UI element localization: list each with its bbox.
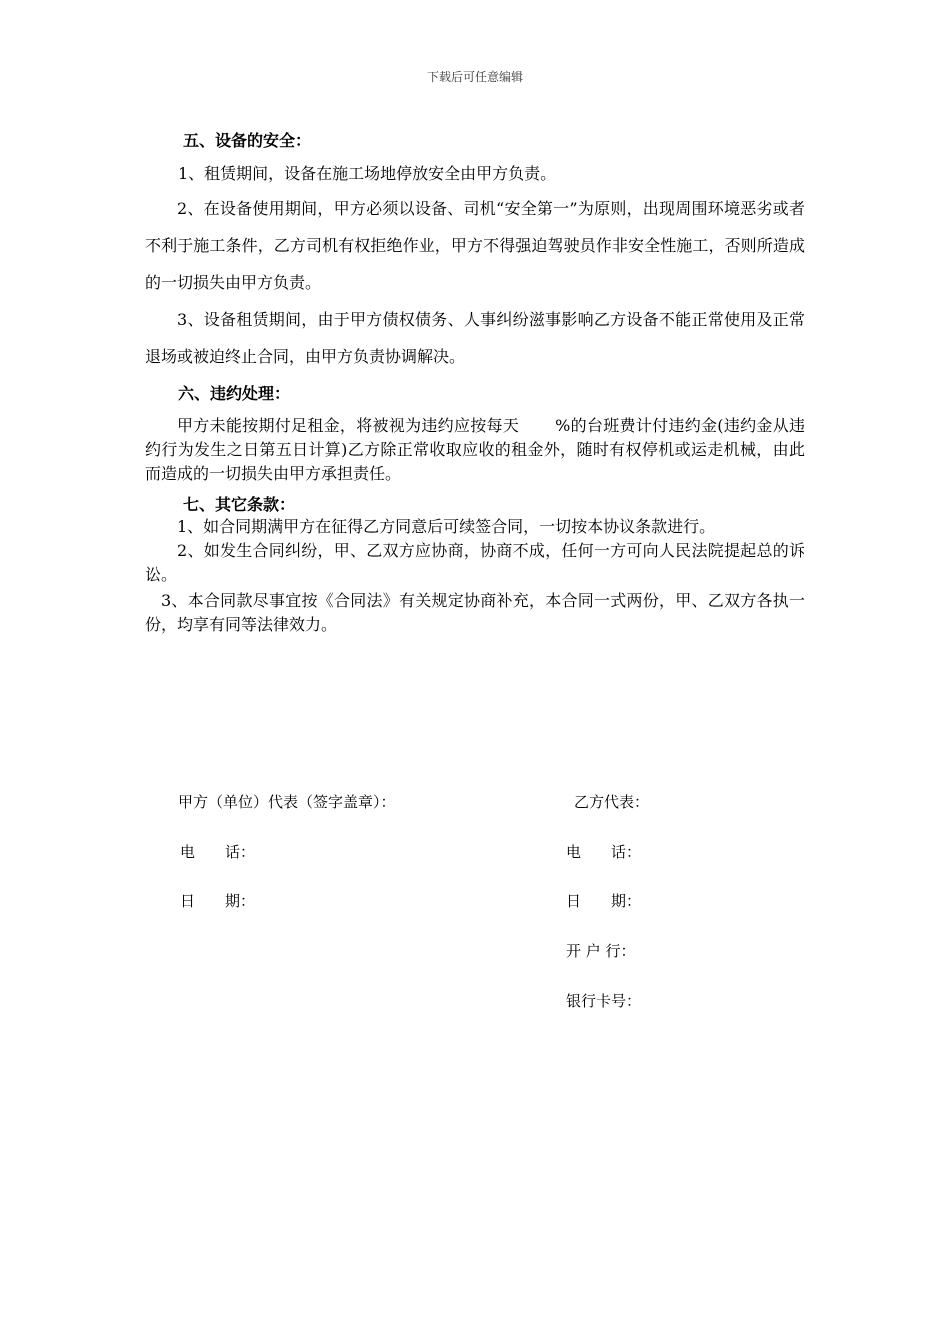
section-6-item-1 xyxy=(145,414,805,486)
party-b-bank: 开 户 行： xyxy=(566,942,636,960)
penalty-text-a: 甲方未能按期付足租金，将被视为违约应按每天 xyxy=(177,416,520,435)
party-a-representative: 甲方（单位）代表（签字盖章）： xyxy=(178,793,396,811)
section-5-item-1: 1、租赁期间，设备在施工场地停放安全由甲方负责。 xyxy=(178,164,557,183)
party-b-phone: 电 话： xyxy=(566,843,642,861)
section-7-item-1: 1、如合同期满甲方在征得乙方同意后可续签合同，一切按本协议条款进行。 xyxy=(177,517,716,536)
party-a-phone: 电 话： xyxy=(180,843,256,861)
section-5-item-3: 3、设备租赁期间，由于甲方债权债务、人事纠纷滋事影响乙方设备不能正常使用及正常退场或被迫终止合同，由甲方负责协调解决。 xyxy=(145,310,805,366)
section-5-title: 五、设备的安全： xyxy=(183,131,312,150)
penalty-text-b: %的台班费计付违约金(违约金从违约行为发生之日第五日计算)乙方除正常收取应收的租金外，随时有权停机或运走机械，由此而造成的一切损失由甲方承担责任。 xyxy=(145,416,805,483)
section-7-item-3: 3、本合同款尽事宜按《合同法》有关规定协商补充，本合同一式两份，甲、乙双方各执一份，均享有同等法律效力。 xyxy=(145,591,805,634)
section-5-item-2: 2、在设备使用期间，甲方必须以设备、司机“安全第一”为原则，出现周围环境恶劣或者不利于施工条件，乙方司机有权拒绝作业，甲方不得强迫驾驶员作非安全性施工，否则所造成的一切损失由甲方负责。 xyxy=(145,199,805,292)
party-b-representative: 乙方代表： xyxy=(574,793,650,811)
party-b-card-number: 银行卡号： xyxy=(566,992,642,1010)
party-a-date: 日 期： xyxy=(180,892,256,910)
section-6-title: 六、违约处理： xyxy=(178,384,291,403)
section-7-item-2: 2、如发生合同纠纷，甲、乙双方应协商，协商不成，任何一方可向人民法院提起总的诉讼。 xyxy=(145,541,805,584)
section-7-title: 七、其它条款： xyxy=(183,495,296,514)
header-note: 下载后可任意编辑 xyxy=(426,70,523,84)
party-b-date: 日 期： xyxy=(566,892,642,910)
